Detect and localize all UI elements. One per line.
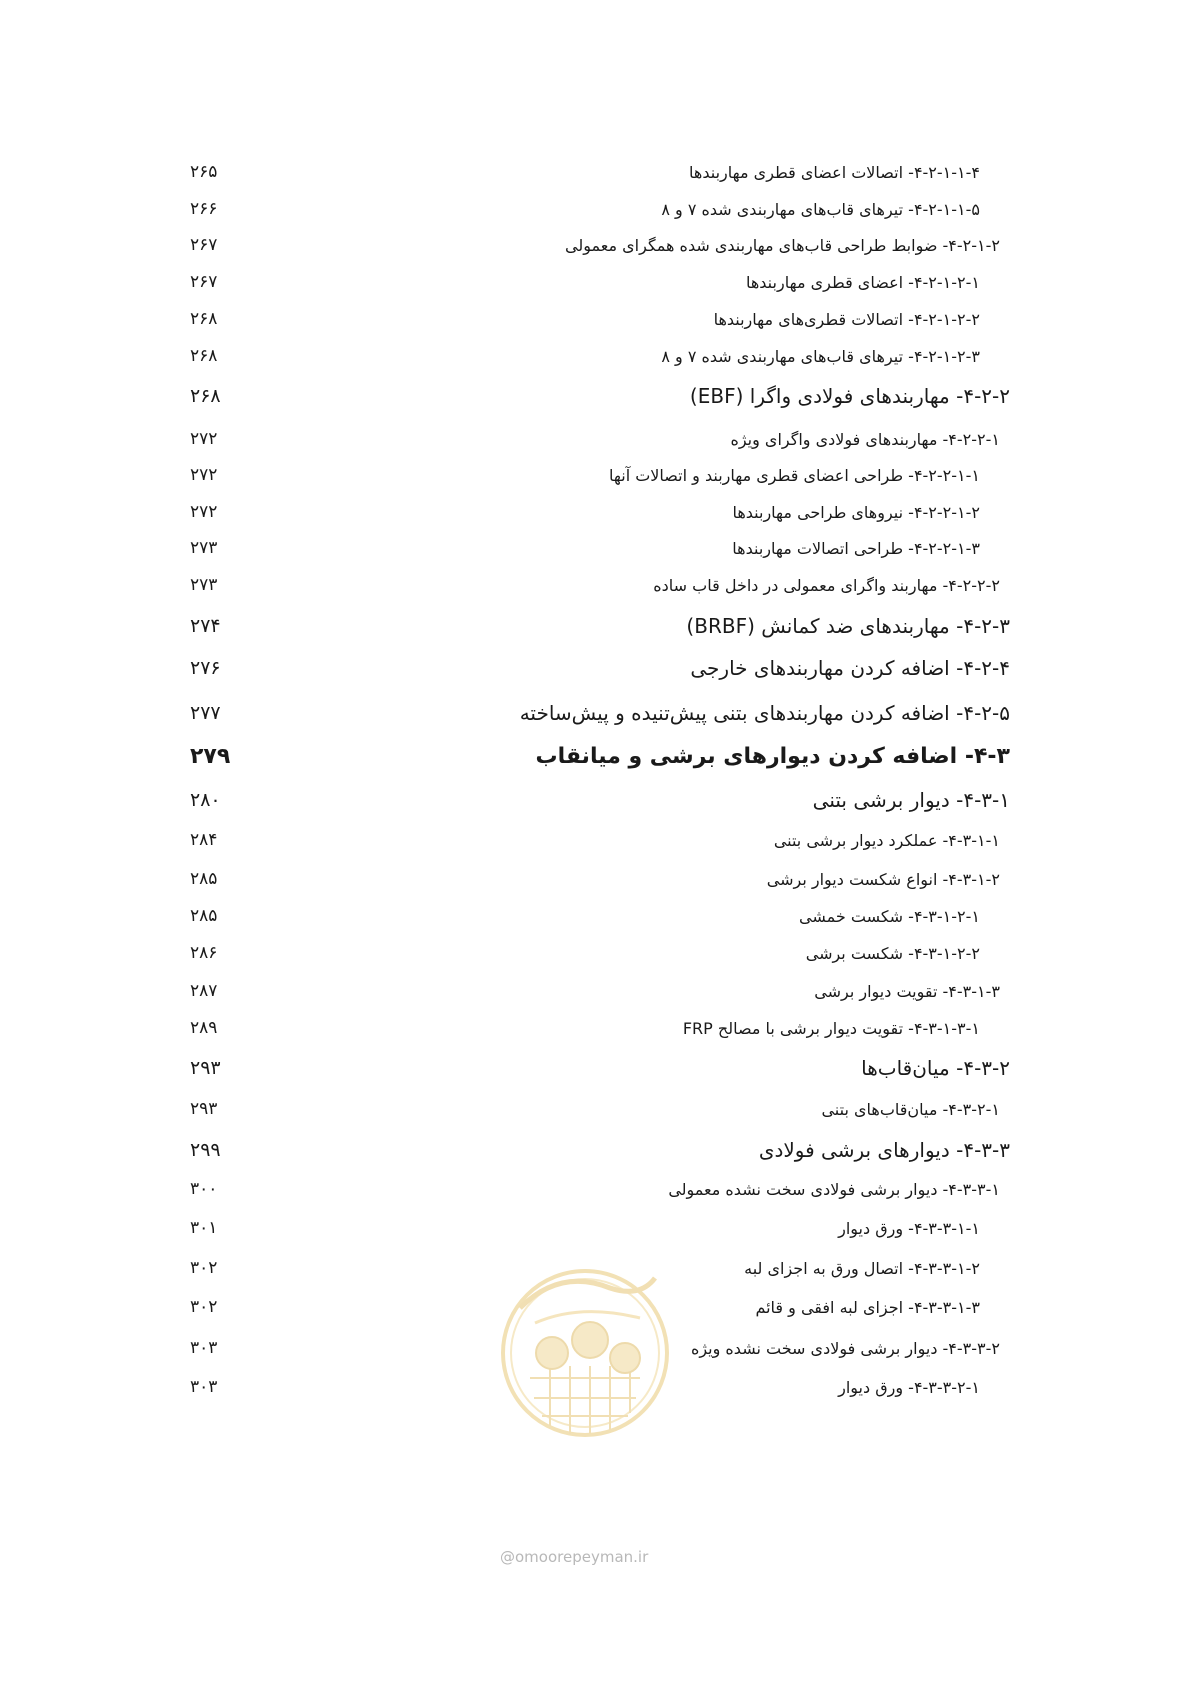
toc-page-number: ۲۷۹ — [190, 743, 231, 769]
toc-page-number: ۲۸۰ — [190, 789, 221, 811]
toc-entry-title: ۴-۳-۳-۱- دیوار برشی فولادی سخت نشده معمولی — [668, 1179, 1000, 1199]
toc-entry[interactable] — [190, 1251, 1010, 1285]
toc-page-number: ۳۰۳ — [190, 1338, 218, 1358]
toc-page-number: ۲۷۶ — [190, 657, 221, 679]
toc-page-number: ۲۹۹ — [190, 1139, 221, 1161]
toc-entry-title: ۴-۲-۴- اضافه کردن مهاربندهای خارجی — [690, 656, 1010, 680]
toc-entry[interactable] — [190, 379, 1010, 413]
toc-entry-title: ۴-۳-۱- دیوار برشی بتنی — [812, 788, 1010, 812]
toc-entry[interactable] — [190, 1051, 1010, 1085]
toc-entry-title: ۴-۳-۱-۲- انواع شکست دیوار برشی — [766, 869, 1000, 889]
toc-entry[interactable] — [190, 265, 1010, 299]
toc-entry-title: ۴-۲-۱-۱-۵- تیرهای قاب‌های مهاربندی شده ۷ و ۸ — [661, 199, 980, 219]
toc-entry-title: ۴-۳-۲- میان‌قاب‌ها — [861, 1056, 1010, 1080]
toc-entry[interactable] — [190, 739, 1010, 773]
toc-entry[interactable] — [190, 568, 1010, 602]
toc-entry[interactable] — [190, 936, 1010, 970]
toc-page-number: ۲۸۷ — [190, 981, 218, 1001]
toc-entry-title: ۴-۲-۲-۱-۲- نیروهای طراحی مهاربندها — [732, 502, 980, 522]
toc-page-number: ۳۰۰ — [190, 1179, 218, 1199]
toc-entry[interactable] — [190, 1172, 1010, 1206]
toc-entry-title: ۴-۲-۲-۲- مهاربند واگرای معمولی در داخل قاب ساده — [653, 575, 1000, 595]
toc-page-number: ۲۸۵ — [190, 906, 218, 926]
toc-page-number: ۲۶۶ — [190, 199, 218, 219]
toc-entry[interactable] — [190, 422, 1010, 456]
toc-page-number: ۳۰۲ — [190, 1297, 218, 1317]
toc-entry-title: ۴-۳-۱-۱- عملکرد دیوار برشی بتنی — [773, 830, 1000, 850]
toc-entry-title: ۴-۲-۱-۲-۱- اعضای قطری مهاربندها — [745, 272, 980, 292]
toc-entry[interactable] — [190, 862, 1010, 896]
toc-page-number: ۲۷۲ — [190, 429, 218, 449]
toc-page-number: ۲۷۷ — [190, 702, 221, 724]
toc-entry-title: ۴-۲-۱-۲-۲- اتصالات قطری‌های مهاربندها — [713, 309, 980, 329]
toc-entry-title: ۴-۲-۲- مهاربندهای فولادی واگرا (EBF) — [689, 384, 1010, 408]
toc-entry-title: ۴-۳-۳-۲- دیوار برشی فولادی سخت نشده ویژه — [690, 1338, 1000, 1358]
toc-entry[interactable] — [190, 823, 1010, 857]
toc-entry[interactable] — [190, 609, 1010, 643]
toc-page-number: ۲۷۲ — [190, 502, 218, 522]
toc-entry[interactable] — [190, 651, 1010, 685]
toc-entry-title: ۴-۳-۲-۱- میان‌قاب‌های بتنی — [821, 1099, 1000, 1119]
watermark-url: @omoorepeyman.ir — [500, 1548, 649, 1566]
toc-page-number: ۲۸۶ — [190, 943, 218, 963]
toc-entry[interactable] — [190, 1211, 1010, 1245]
toc-page-number: ۲۸۵ — [190, 869, 218, 889]
toc-entry[interactable] — [190, 1133, 1010, 1167]
toc-entry[interactable] — [190, 899, 1010, 933]
toc-entry[interactable] — [190, 974, 1010, 1008]
toc-page-number: ۲۸۴ — [190, 830, 218, 850]
toc-entry[interactable] — [190, 1370, 1010, 1404]
toc-entry[interactable] — [190, 302, 1010, 336]
toc-entry-title: ۴-۳-۱-۳-۱- تقویت دیوار برشی با مصالح FRP — [682, 1018, 980, 1038]
toc-entry-title: ۴-۲-۲-۱-۱- طراحی اعضای قطری مهاربند و اتصالات آنها — [609, 465, 980, 485]
toc-page-number: ۲۷۳ — [190, 575, 218, 595]
toc-page-number: ۲۸۹ — [190, 1018, 218, 1038]
toc-page-number: ۲۷۳ — [190, 538, 218, 558]
toc-page-number: ۳۰۱ — [190, 1218, 218, 1238]
toc-entry-title: ۴-۲-۱-۲- ضوابط طراحی قاب‌های مهاربندی شده همگرای معمولی — [565, 235, 1000, 255]
toc-page-number: ۲۶۸ — [190, 385, 221, 407]
toc-entry-title: ۴-۳-۳- دیوارهای برشی فولادی — [758, 1138, 1010, 1162]
toc-page-number: ۲۹۳ — [190, 1057, 221, 1079]
toc-entry[interactable] — [190, 458, 1010, 492]
toc-entry-title: ۴-۳-۳-۲-۱- ورق دیوار — [838, 1377, 980, 1397]
toc-page-number: ۳۰۲ — [190, 1258, 218, 1278]
toc-entry-title: ۴-۳- اضافه کردن دیوارهای برشی و میانقاب — [535, 743, 1010, 769]
toc-page-number: ۲۶۷ — [190, 235, 218, 255]
toc-entry-title: ۴-۲-۱-۲-۳- تیرهای قاب‌های مهاربندی شده ۷ و ۸ — [661, 346, 980, 366]
toc-entry[interactable] — [190, 783, 1010, 817]
toc-entry[interactable] — [190, 192, 1010, 226]
toc-entry[interactable] — [190, 155, 1010, 189]
toc-entry[interactable] — [190, 1092, 1010, 1126]
toc-page-number: ۲۹۳ — [190, 1099, 218, 1119]
toc-entry-title: ۴-۲-۲-۱- مهاربندهای فولادی واگرای ویژه — [730, 429, 1000, 449]
toc-entry-title: ۴-۳-۱-۲-۲- شکست برشی — [805, 943, 980, 963]
toc-page-number: ۲۶۸ — [190, 346, 218, 366]
toc-page-number: ۳۰۳ — [190, 1377, 218, 1397]
toc-page-number: ۲۶۵ — [190, 162, 218, 182]
toc-page-number: ۲۷۲ — [190, 465, 218, 485]
toc-entry[interactable] — [190, 495, 1010, 529]
toc-entry-title: ۴-۲-۱-۱-۴- اتصالات اعضای قطری مهاربندها — [689, 162, 980, 182]
toc-entry-title: ۴-۳-۳-۱-۲- اتصال ورق به اجزای لبه — [744, 1258, 980, 1278]
toc-entry[interactable] — [190, 339, 1010, 373]
toc-page-number: ۲۶۸ — [190, 309, 218, 329]
toc-entry-title: ۴-۲-۲-۱-۳- طراحی اتصالات مهاربندها — [732, 538, 980, 558]
toc-page-number: ۲۶۷ — [190, 272, 218, 292]
toc-page-number: ۲۷۴ — [190, 615, 221, 637]
toc-entry[interactable] — [190, 1011, 1010, 1045]
toc-entry-title: ۴-۳-۱-۳- تقویت دیوار برشی — [814, 981, 1000, 1001]
toc-entry[interactable] — [190, 531, 1010, 565]
toc-entry-title: ۴-۳-۳-۱-۱- ورق دیوار — [838, 1218, 980, 1238]
toc-entry-title: ۴-۲-۳- مهاربندهای ضد کمانش (BRBF) — [686, 614, 1010, 638]
toc-entry[interactable] — [190, 1331, 1010, 1365]
toc-entry[interactable] — [190, 696, 1010, 730]
toc-entry-title: ۴-۳-۳-۱-۳- اجزای لبه افقی و قائم — [755, 1297, 980, 1317]
toc-entry[interactable] — [190, 1290, 1010, 1324]
toc-entry[interactable] — [190, 228, 1010, 262]
toc-entry-title: ۴-۲-۵- اضافه کردن مهاربندهای بتنی پیش‌تنیده و پیش‌ساخته — [519, 701, 1010, 725]
toc-entry-title: ۴-۳-۱-۲-۱- شکست خمشی — [799, 906, 980, 926]
